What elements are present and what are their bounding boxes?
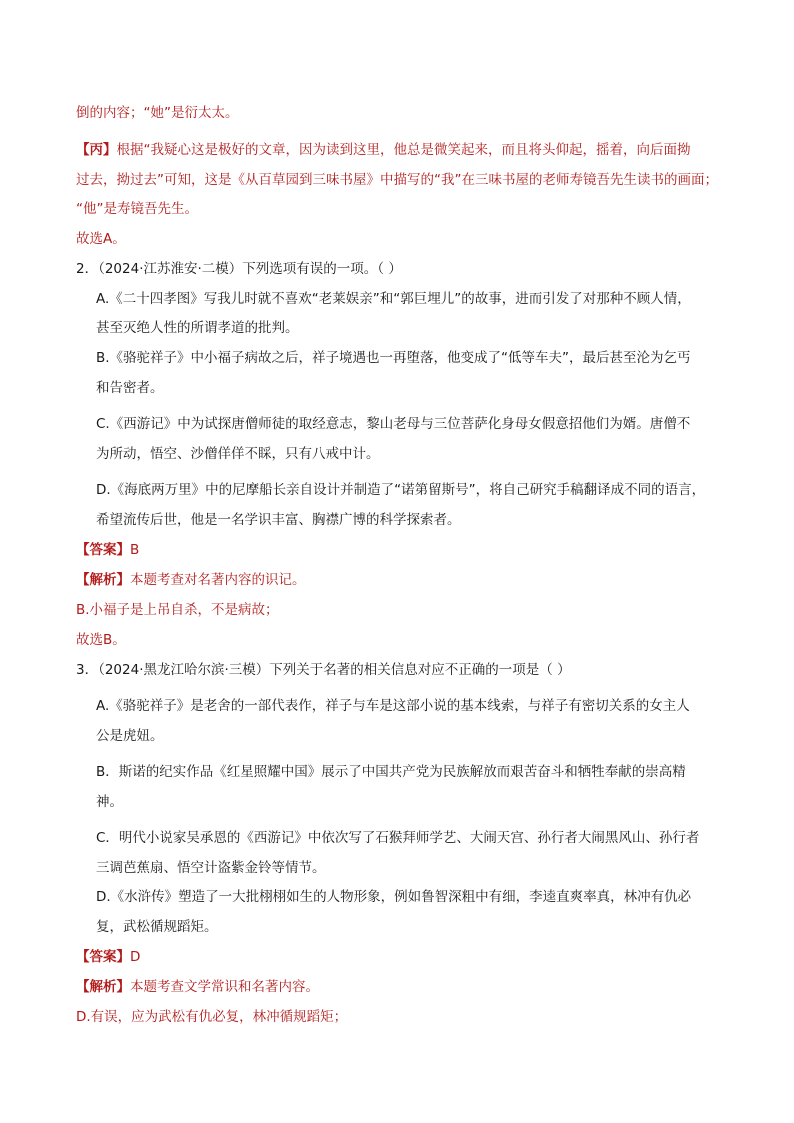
prev-answer-line: 倒的内容；“她”是衍太太。: [76, 105, 239, 121]
bing-text-1: 根据“我疑心这是极好的文章，因为读到这里，他总是微笑起来，而且将头仰起，摇着，向后面拗: [116, 142, 691, 158]
q2-analysis-line: [76, 570, 306, 590]
q2-analysis-text: 本题考查对名著内容的识记。: [130, 572, 306, 588]
q3-option-d-line-2: 复，武松循规蹈矩。: [96, 919, 218, 935]
q3-option-d-line-1: D.《水浒传》塑造了一大批栩栩如生的人物形象，例如鲁智深粗中有细，李逵直爽率真，林冲有仇必: [96, 889, 692, 905]
q3-option-a-line-2: 公是虎妞。: [96, 728, 164, 744]
q2-option-c-line-1: C.《西游记》中为试探唐僧师徒的取经意志，黎山老母与三位菩萨化身母女假意招他们为婿。唐僧不: [96, 416, 691, 432]
q3-option-c-line-1: C．明代小说家吴承恩的《西游记》中依次写了石猴拜师学艺、大闹天宫、孙行者大闹黑风山、孙行者: [96, 830, 700, 846]
q3-option-a-line-1: A.《骆驼祥子》是老舍的一部代表作，祥子与车是这部小说的基本线索，与祥子有密切关系的女主人: [96, 698, 690, 714]
q3-analysis-detail: D.有误，应为武松有仇必复，林冲循规蹈矩；: [76, 1009, 348, 1025]
q3-answer-tag: 【答案】: [76, 949, 130, 965]
q3-answer-value: D: [130, 949, 141, 965]
analysis-bing-line-2: 过去，拗过去”可知，这是《从百草园到三味书屋》中描写的“我”在三味书屋的老师寿镜吾先生读书的画面；: [76, 172, 718, 188]
q3-option-b-line-1: B．斯诺的纪实作品《红星照耀中国》展示了中国共产党为民族解放而艰苦奋斗和牺牲奉献的崇高精: [96, 764, 686, 780]
analysis-bing-line-3: “他”是寿镜吾先生。: [76, 201, 198, 217]
q2-option-d-line-2: 希望流传后世，他是一名学识丰富、胸襟广博的科学探索者。: [96, 512, 461, 528]
q3-analysis-text: 本题考查文学常识和名著内容。: [130, 979, 319, 995]
q3-answer-line: [76, 947, 140, 967]
q2-option-b-line-1: B.《骆驼祥子》中小福子病故之后，祥子境遇也一再堕落，他变成了“低等车夫”，最后甚至沦为乞丐: [96, 350, 691, 366]
prev-conclusion: 故选A。: [76, 231, 126, 247]
q3-option-c-line-2: 三调芭蕉扇、悟空计盗紫金铃等情节。: [96, 860, 326, 876]
q2-analysis-tag: 【解析】: [76, 572, 130, 588]
question-3-stem: 3．（2024·黑龙江哈尔滨·三模）下列关于名著的相关信息对应不正确的一项是（ ）: [76, 662, 571, 678]
q2-answer-line: [76, 540, 139, 560]
q3-analysis-tag: 【解析】: [76, 979, 130, 995]
analysis-bing-line-1: [76, 140, 691, 160]
q2-conclusion: 故选B。: [76, 632, 126, 648]
q2-option-d-line-1: D.《海底两万里》中的尼摩船长亲自设计并制造了“诺第留斯号”，将自己研究手稿翻译成不同的语言，: [96, 482, 706, 498]
q3-analysis-line: [76, 977, 319, 997]
q2-answer-value: B: [130, 542, 140, 558]
q2-answer-tag: 【答案】: [76, 542, 130, 558]
q3-option-b-line-2: 神。: [96, 794, 123, 810]
q2-analysis-detail: B.小福子是上吊自杀，不是病故；: [76, 602, 279, 618]
bing-tag: 【丙】: [76, 142, 117, 158]
q2-option-a-line-2: 甚至灭绝人性的所谓孝道的批判。: [96, 320, 299, 336]
question-2-stem: 2．（2024·江苏淮安·二模）下列选项有误的一项。（ ）: [76, 261, 402, 277]
q2-option-c-line-2: 为所动，悟空、沙僧佯佯不睬，只有八戒中计。: [96, 446, 380, 462]
q2-option-a-line-1: A.《二十四孝图》写我儿时就不喜欢“老莱娱亲”和“郭巨埋儿”的故事，进而引发了对那种不顾人情，: [96, 291, 691, 307]
q2-option-b-line-2: 和告密者。: [96, 380, 164, 396]
